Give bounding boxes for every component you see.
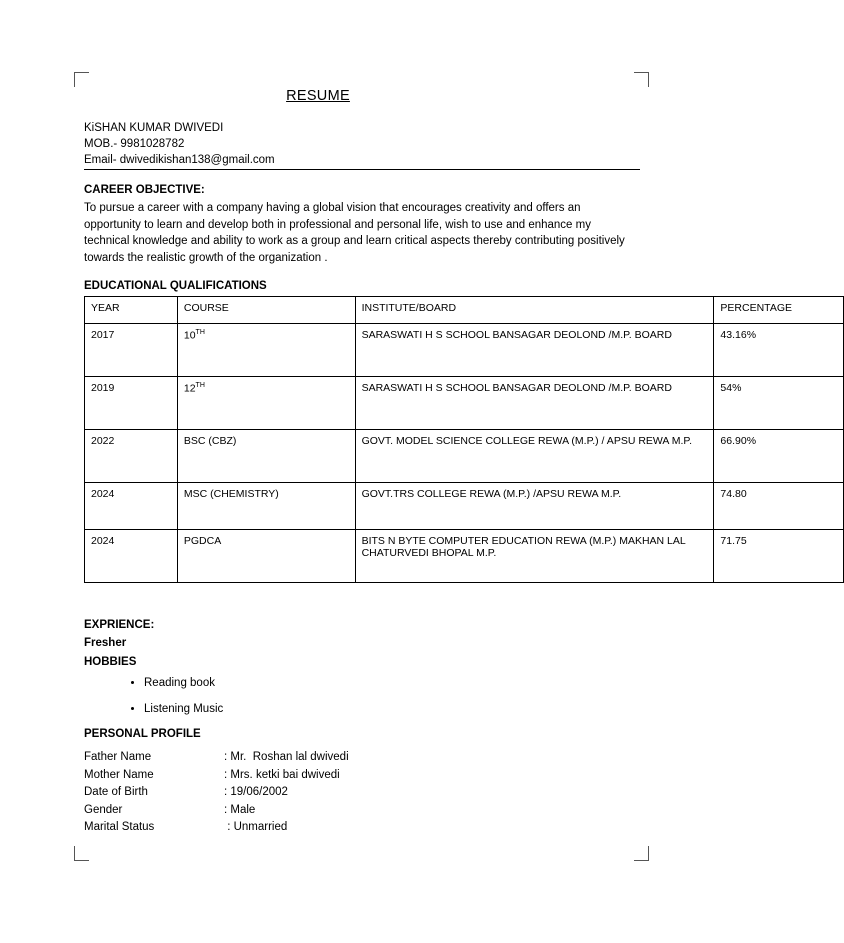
candidate-mobile: MOB.- 9981028782 — [84, 138, 185, 150]
table-row — [84, 803, 349, 821]
cell-year: 2024 — [85, 483, 178, 530]
personal-profile-heading: PERSONAL PROFILE — [84, 728, 201, 740]
cell-percentage: 74.80 — [714, 483, 844, 530]
profile-value: : Male — [224, 803, 256, 816]
profile-value: : Mr. Roshan lal dwivedi — [224, 751, 349, 763]
hobbies-heading: HOBBIES — [84, 656, 137, 668]
table-row — [85, 324, 844, 377]
cell-course-text: 12 — [183, 382, 196, 395]
profile-label: Mother Name — [84, 768, 154, 781]
experience-heading: EXPRIENCE: — [84, 619, 155, 631]
cell-course: PGDCA — [177, 530, 355, 583]
career-objective-heading: CAREER OBJECTIVE: — [84, 184, 205, 196]
table-row — [85, 430, 844, 483]
crop-mark-bottom-right — [634, 846, 649, 861]
table-row — [84, 750, 349, 768]
profile-value: : Mrs. ketki bai dwivedi — [224, 768, 340, 781]
experience-value: Fresher — [84, 637, 127, 649]
cell-institute: SARASWATI H S SCHOOL BANSAGAR DEOLOND /M.P. BOARD — [355, 377, 714, 430]
cell-year: 2019 — [85, 377, 178, 430]
page-title: RESUME — [286, 88, 350, 104]
profile-label: Father Name — [84, 751, 152, 763]
profile-label: Date of Birth — [84, 786, 148, 798]
cell-year: 2017 — [85, 324, 178, 377]
cell-course — [177, 377, 355, 430]
education-heading: EDUCATIONAL QUALIFICATIONS — [84, 280, 267, 292]
profile-value: : 19/06/2002 — [224, 786, 288, 798]
career-objective-text: To pursue a career with a company having a global vision that encourages creativity and offers an opportunity to learn and develop both in professional and personal life, wish to use and enhance my technical knowledge and ability to work as a group and learn critical aspects thereby contributing positively towards the realistic growth of the organization . — [84, 202, 625, 264]
identity-block — [84, 120, 640, 170]
table-row — [84, 785, 349, 803]
cell-institute: BITS N BYTE COMPUTER EDUCATION REWA (M.P.) MAKHAN LAL CHATURVEDI BHOPAL M.P. — [355, 530, 714, 583]
cell-course-sup: TH — [195, 382, 205, 389]
cell-course-text: 10 — [183, 329, 196, 342]
education-table — [84, 296, 844, 583]
cell-percentage: 66.90% — [714, 430, 844, 483]
cell-year: 2022 — [85, 430, 178, 483]
personal-profile-table — [84, 750, 349, 838]
cell-year: 2024 — [85, 530, 178, 583]
column-header-percentage: PERCENTAGE — [714, 297, 844, 324]
cell-course: BSC (CBZ) — [177, 430, 355, 483]
candidate-email: Email- dwivedikishan138@gmail.com — [84, 154, 275, 166]
table-row — [85, 483, 844, 530]
column-header-course: COURSE — [177, 297, 355, 324]
cell-percentage: 71.75 — [714, 530, 844, 583]
table-header-row — [85, 297, 844, 324]
list-item: • Reading book — [144, 676, 720, 690]
cell-course: MSC (CHEMISTRY) — [177, 483, 355, 530]
table-row — [84, 768, 349, 786]
cell-percentage: 54% — [714, 377, 844, 430]
cell-institute: GOVT.TRS COLLEGE REWA (M.P.) /APSU REWA M.P. — [355, 483, 714, 530]
document-content — [84, 84, 792, 838]
profile-label: Marital Status — [84, 821, 155, 833]
profile-label: Gender — [84, 803, 123, 816]
candidate-name: KiSHAN KUMAR DWIVEDI — [84, 122, 224, 134]
cell-institute: SARASWATI H S SCHOOL BANSAGAR DEOLOND /M.P. BOARD — [355, 324, 714, 377]
profile-value: : Unmarried — [224, 821, 288, 833]
crop-mark-bottom-left — [74, 846, 89, 861]
table-row — [85, 530, 844, 583]
table-row — [84, 820, 349, 838]
list-item: • Listening Music — [144, 702, 720, 716]
hobbies-list — [84, 676, 720, 716]
cell-institute: GOVT. MODEL SCIENCE COLLEGE REWA (M.P.) / APSU REWA M.P. — [355, 430, 714, 483]
cell-course — [177, 324, 355, 377]
column-header-year: YEAR — [85, 297, 178, 324]
table-row — [85, 377, 844, 430]
column-header-institute: INSTITUTE/BOARD — [355, 297, 714, 324]
cell-percentage: 43.16% — [714, 324, 844, 377]
cell-course-sup: TH — [195, 329, 205, 336]
